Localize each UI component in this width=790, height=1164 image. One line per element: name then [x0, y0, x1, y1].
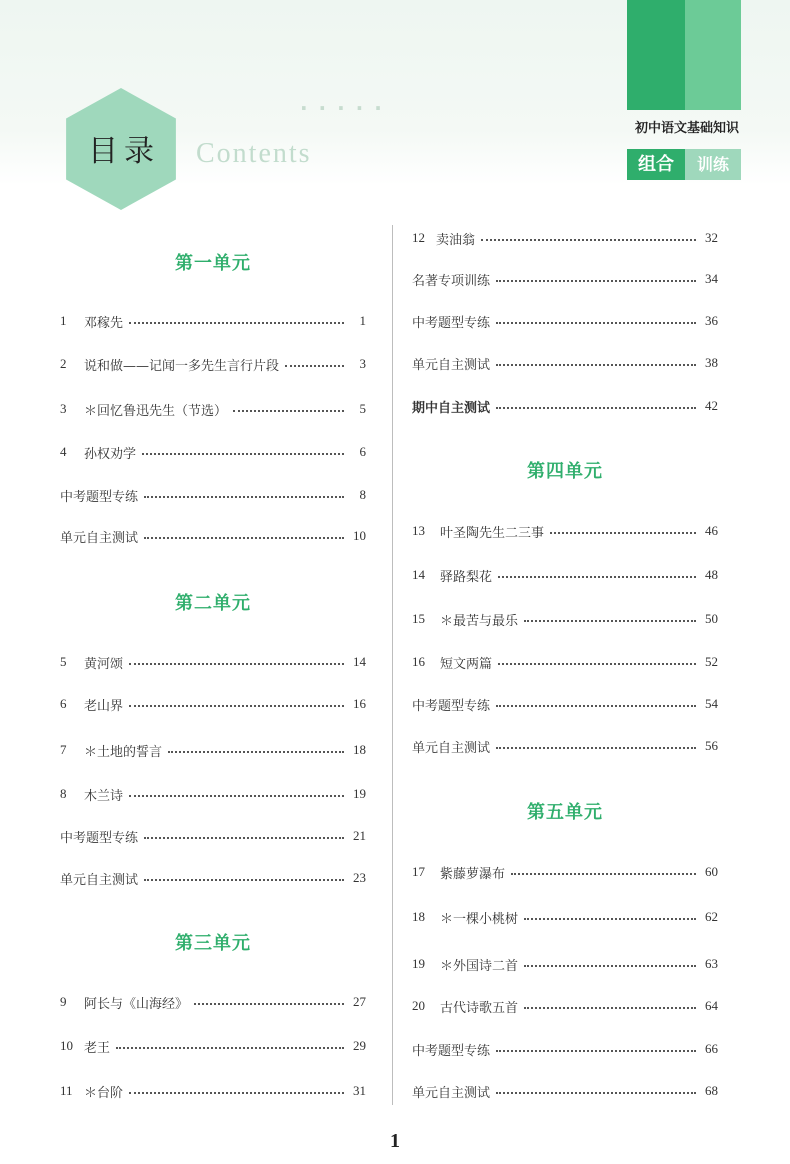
entry-title: 中考题型专练 — [60, 830, 139, 846]
entry-number: 14 — [412, 567, 425, 582]
entry-title: 单元自主测试 — [412, 1085, 491, 1101]
entry-title: 阿长与《山海经》 — [84, 996, 189, 1012]
entry-page: 6 — [359, 444, 366, 459]
entry-title: 中考题型专练 — [412, 315, 491, 331]
unit-heading: 第二单元 — [175, 593, 251, 614]
toc-entry[interactable] — [412, 352, 718, 374]
entry-page: 36 — [705, 313, 718, 328]
leader-dots — [168, 751, 344, 753]
toc-entry[interactable] — [412, 953, 718, 975]
entry-title: 紫藤萝瀑布 — [440, 866, 506, 882]
entry-title: 单元自主测试 — [412, 357, 491, 373]
toc-entry[interactable] — [60, 867, 366, 889]
leader-dots — [285, 365, 344, 367]
toc-entry[interactable] — [60, 441, 366, 463]
toc-entry[interactable] — [412, 861, 718, 883]
leader-dots — [481, 239, 696, 241]
entry-page: 8 — [359, 487, 366, 502]
series-tag-b: 训练 — [685, 149, 741, 180]
entry-title: 古代诗歌五首 — [440, 1000, 519, 1016]
entry-title: ＊外国诗二首 — [440, 958, 519, 974]
column-divider — [392, 225, 393, 1105]
leader-dots — [233, 410, 344, 412]
entry-page: 10 — [353, 528, 366, 543]
toc-entry[interactable] — [412, 735, 718, 757]
toc-entry[interactable] — [60, 1080, 366, 1102]
entry-number: 11 — [60, 1083, 73, 1098]
entry-title: 叶圣陶先生二三事 — [440, 525, 545, 541]
entry-title: 名著专项训练 — [412, 273, 491, 289]
unit-heading: 第四单元 — [527, 461, 603, 482]
toc-entry[interactable] — [412, 310, 718, 332]
unit-heading: 第五单元 — [527, 802, 603, 823]
entry-page: 63 — [705, 956, 718, 971]
entry-page: 46 — [705, 523, 718, 538]
entry-number: 2 — [60, 356, 67, 371]
entry-number: 16 — [412, 654, 425, 669]
toc-entry[interactable] — [412, 1038, 718, 1060]
entry-number: 10 — [60, 1038, 73, 1053]
toc-entry[interactable] — [412, 1080, 718, 1102]
leader-dots — [524, 620, 696, 622]
toc-entry[interactable] — [412, 520, 718, 542]
entry-title: 老山界 — [84, 698, 124, 714]
toc-entry[interactable] — [60, 310, 366, 332]
entry-page: 60 — [705, 864, 718, 879]
entry-title: ＊一棵小桃树 — [440, 911, 519, 927]
toc-entry[interactable] — [60, 739, 366, 761]
leader-dots — [496, 1050, 696, 1052]
leader-dots — [116, 1047, 344, 1049]
leader-dots — [550, 532, 696, 534]
entry-number: 4 — [60, 444, 67, 459]
entry-title: 老王 — [84, 1040, 111, 1056]
leader-dots — [144, 879, 344, 881]
toc-entry[interactable] — [412, 608, 718, 630]
toc-entry-midterm[interactable] — [412, 395, 718, 417]
entry-title: 中考题型专练 — [60, 489, 139, 505]
entry-page: 19 — [353, 786, 366, 801]
entry-title: 黄河颂 — [84, 656, 124, 672]
entry-title: 中考题型专练 — [412, 1043, 491, 1059]
entry-title: 单元自主测试 — [60, 872, 139, 888]
toc-entry[interactable] — [60, 783, 366, 805]
leader-dots — [524, 1007, 696, 1009]
bleed-through-text: · · · · · — [300, 96, 384, 120]
series-tag-a: 组合 — [627, 149, 685, 180]
entry-title: 孙权劝学 — [84, 446, 137, 462]
entry-title: 卖油翁 — [436, 232, 476, 248]
leader-dots — [496, 705, 696, 707]
leader-dots — [496, 747, 696, 749]
leader-dots — [129, 795, 344, 797]
entry-number: 7 — [60, 742, 67, 757]
entry-title: ＊回忆鲁迅先生（节选） — [84, 403, 228, 419]
entry-page: 66 — [705, 1041, 718, 1056]
entry-page: 64 — [705, 998, 718, 1013]
entry-page: 18 — [353, 742, 366, 757]
entry-page: 23 — [353, 870, 366, 885]
unit-heading: 第三单元 — [175, 933, 251, 954]
entry-page: 42 — [705, 398, 718, 413]
toc-entry[interactable] — [60, 693, 366, 715]
leader-dots — [496, 364, 696, 366]
entry-title: 单元自主测试 — [412, 740, 491, 756]
entry-number: 17 — [412, 864, 425, 879]
toc-entry[interactable] — [60, 825, 366, 847]
entry-number: 13 — [412, 523, 425, 538]
toc-entry[interactable] — [412, 564, 718, 586]
entry-page: 52 — [705, 654, 718, 669]
entry-page: 21 — [353, 828, 366, 843]
toc-entry[interactable] — [412, 995, 718, 1017]
entry-title: 驿路梨花 — [440, 569, 493, 585]
toc-entry[interactable] — [412, 268, 718, 290]
entry-page: 62 — [705, 909, 718, 924]
entry-page: 34 — [705, 271, 718, 286]
entry-page: 50 — [705, 611, 718, 626]
toc-entry[interactable] — [412, 651, 718, 673]
entry-page: 27 — [353, 994, 366, 1009]
toc-entry[interactable] — [412, 906, 718, 928]
leader-dots — [142, 453, 344, 455]
page-title-en: Contents — [196, 138, 312, 169]
entry-title: 期中自主测试 — [412, 400, 491, 416]
entry-number: 5 — [60, 654, 67, 669]
entry-title: ＊土地的誓言 — [84, 744, 163, 760]
entry-page: 31 — [353, 1083, 366, 1098]
series-bar-dark — [627, 0, 685, 110]
leader-dots — [524, 965, 696, 967]
leader-dots — [144, 837, 344, 839]
leader-dots — [498, 576, 696, 578]
entry-title: 单元自主测试 — [60, 530, 139, 546]
entry-title: 中考题型专练 — [412, 698, 491, 714]
entry-page: 16 — [353, 696, 366, 711]
page-number: 1 — [390, 1130, 400, 1152]
entry-title: 短文两篇 — [440, 656, 493, 672]
entry-page: 68 — [705, 1083, 718, 1098]
toc-entry[interactable] — [60, 1035, 366, 1057]
entry-title: ＊最苦与最乐 — [440, 613, 519, 629]
entry-number: 12 — [412, 230, 425, 245]
entry-number: 15 — [412, 611, 425, 626]
entry-number: 8 — [60, 786, 67, 801]
page-title: 目录 — [88, 134, 160, 169]
leader-dots — [129, 663, 344, 665]
entry-page: 38 — [705, 355, 718, 370]
leader-dots — [496, 322, 696, 324]
entry-page: 56 — [705, 738, 718, 753]
series-title: 初中语文基础知识 — [634, 121, 739, 136]
toc-entry[interactable] — [60, 991, 366, 1013]
entry-page: 32 — [705, 230, 718, 245]
entry-number: 9 — [60, 994, 67, 1009]
entry-page: 1 — [359, 313, 366, 328]
leader-dots — [496, 1092, 696, 1094]
leader-dots — [496, 407, 696, 409]
entry-page: 14 — [353, 654, 366, 669]
entry-number: 6 — [60, 696, 67, 711]
entry-page: 5 — [359, 401, 366, 416]
leader-dots — [144, 537, 344, 539]
series-bar-light — [685, 0, 741, 110]
entry-page: 54 — [705, 696, 718, 711]
entry-number: 1 — [60, 313, 67, 328]
entry-page: 48 — [705, 567, 718, 582]
leader-dots — [129, 705, 344, 707]
entry-title: 说和做——记闻一多先生言行片段 — [84, 358, 280, 374]
leader-dots — [496, 280, 696, 282]
leader-dots — [498, 663, 696, 665]
entry-number: 3 — [60, 401, 67, 416]
leader-dots — [524, 918, 696, 920]
entry-title: ＊台阶 — [84, 1085, 124, 1101]
entry-title: 邓稼先 — [84, 315, 124, 331]
leader-dots — [129, 1092, 344, 1094]
leader-dots — [129, 322, 344, 324]
leader-dots — [511, 873, 696, 875]
entry-number: 18 — [412, 909, 425, 924]
unit-heading: 第一单元 — [175, 253, 251, 274]
toc-entry[interactable] — [60, 398, 366, 420]
toc-entry[interactable] — [60, 484, 366, 506]
leader-dots — [194, 1003, 344, 1005]
leader-dots — [144, 496, 344, 498]
toc-entry[interactable] — [60, 353, 366, 375]
entry-title: 木兰诗 — [84, 788, 124, 804]
entry-number: 20 — [412, 998, 425, 1013]
toc-entry[interactable] — [60, 525, 366, 547]
entry-page: 3 — [359, 356, 366, 371]
entry-page: 29 — [353, 1038, 366, 1053]
toc-entry[interactable] — [60, 651, 366, 673]
entry-number: 19 — [412, 956, 425, 971]
toc-entry[interactable] — [412, 693, 718, 715]
toc-entry[interactable] — [412, 227, 718, 249]
